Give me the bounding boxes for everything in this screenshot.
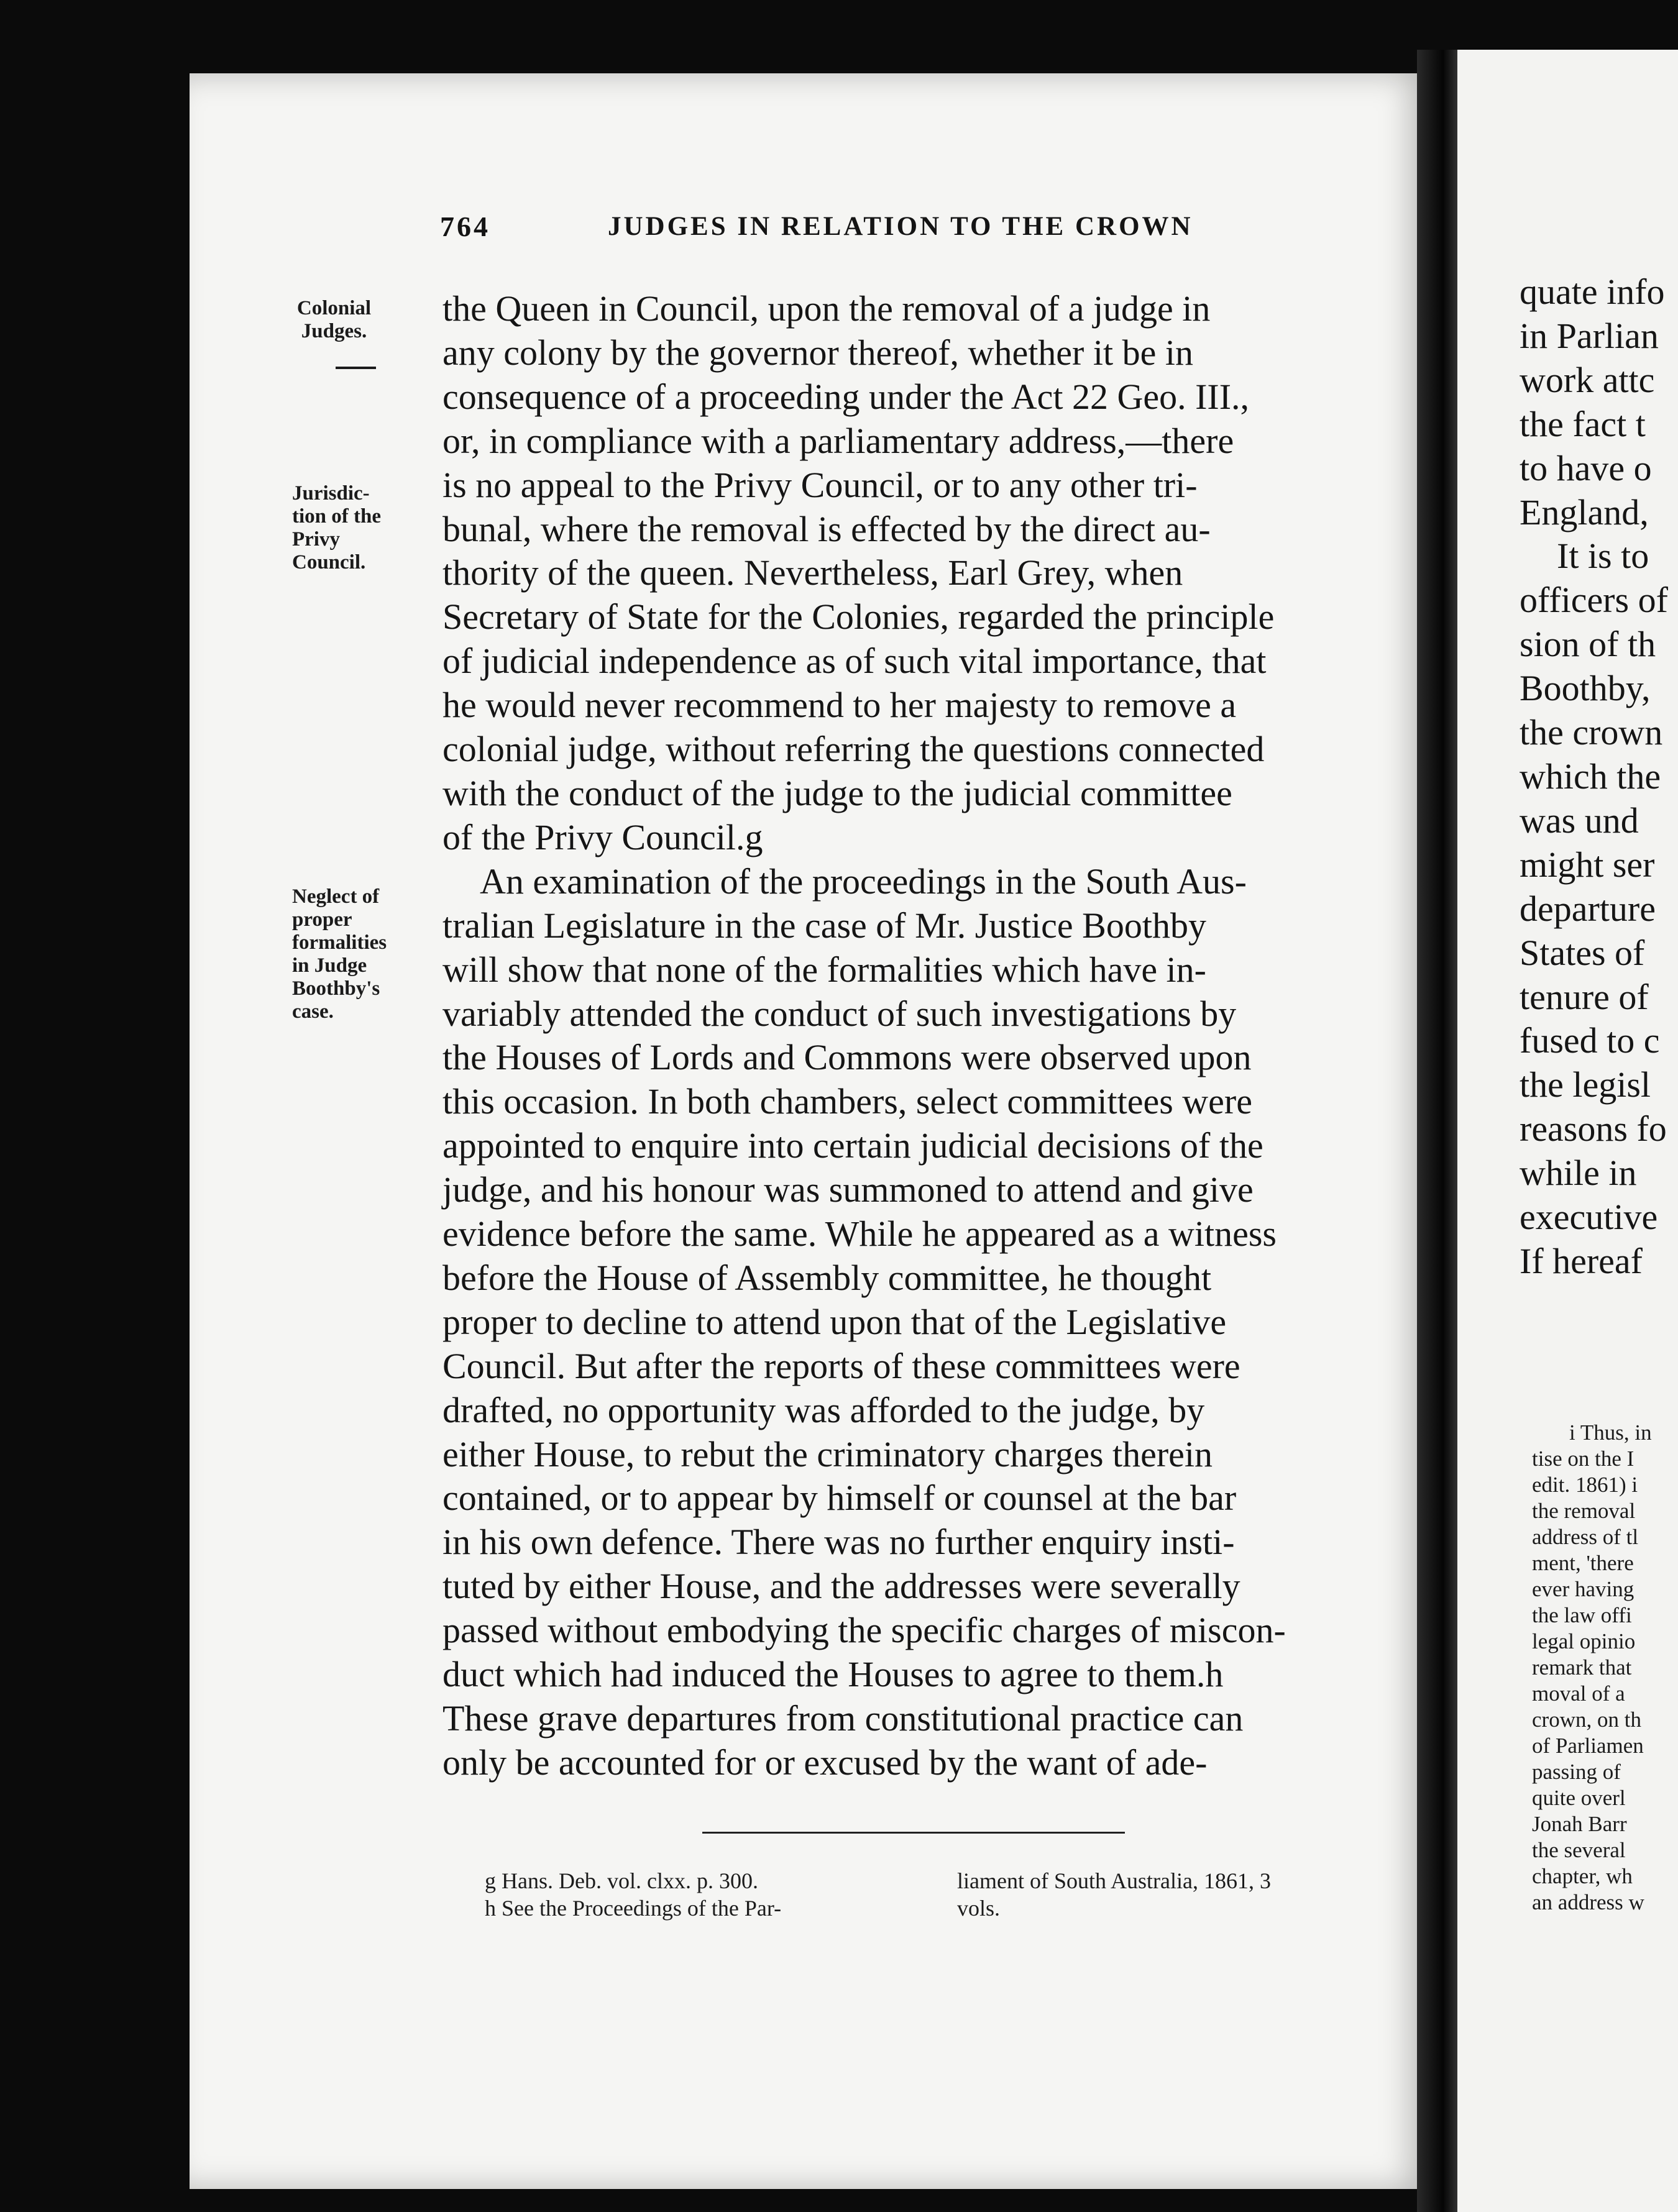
right-page-line: departure [1520,888,1656,929]
right-page-line: If hereaf [1520,1240,1643,1281]
body-line: only be accounted for or excused by the want of ade- [442,1742,1208,1783]
body-line: tuted by either House, and the addresses were severally [442,1566,1240,1607]
body-line: proper to decline to attend upon that of the Legislative [442,1301,1227,1342]
footnotes-left [485,1867,781,1922]
body-line: thority of the queen. Nevertheless, Earl Grey, when [442,552,1183,593]
body-line: he would never recommend to her majesty to remove a [442,685,1237,726]
sidenote-line: Council. [292,551,366,574]
sidenote-line: Privy [292,528,340,551]
sidenote-line: Boothby's [292,977,380,1000]
right-page-line: to have o [1520,447,1652,488]
right-page-line: It is to [1557,536,1649,577]
right-page-line: the fact t [1520,403,1646,444]
body-line: These grave departures from constitutional practice can [442,1698,1244,1739]
right-page-line: tenure of [1520,976,1649,1017]
body-line: of the Privy Council.g [442,816,763,857]
body-line: is no appeal to the Privy Council, or to any other tri- [442,464,1198,505]
right-page-line: might ser [1520,844,1655,885]
body-line: the Queen in Council, upon the removal of a judge in [442,288,1211,329]
right-page-line: Boothby, [1520,668,1651,709]
body-line: appointed to enquire into certain judicial decisions of the [442,1125,1263,1166]
right-page-footnote-line: passing of [1532,1760,1621,1784]
body-line: tralian Legislature in the case of Mr. Justice Boothby [442,905,1206,946]
body-line: evidence before the same. While he appeared as a witness [442,1213,1277,1255]
footnote-continuation: vols. [957,1896,1001,1921]
body-line: will show that none of the formalities which have in- [442,949,1206,990]
sidenote-line: proper [292,908,352,931]
right-page-footnote-line: moval of a [1532,1681,1625,1706]
footnote-rule [702,1832,1125,1834]
body-line: of judicial independence as of such vital importance, that [442,641,1267,682]
body-text [442,287,1387,1785]
sidenote-divider [336,367,376,369]
right-page-footnote-line: chapter, wh [1532,1864,1633,1888]
body-line: before the House of Assembly committee, he thought [442,1257,1212,1298]
right-page-footnote-line: quite overl [1532,1786,1626,1810]
right-page-line: which the [1520,756,1661,797]
body-line: with the conduct of the judge to the judicial committee [442,772,1232,813]
body-line: Council. But after the reports of these committees were [442,1345,1240,1386]
footnote-g: g Hans. Deb. vol. clxx. p. 300. [485,1868,758,1893]
running-title: JUDGES IN RELATION TO THE CROWN [608,212,1193,241]
body-line: An examination of the proceedings in the South Aus- [480,861,1247,902]
right-page-footnote-line: ever having [1532,1577,1634,1601]
right-page-line: States of [1520,932,1645,973]
sidenote-line: Neglect of [292,885,380,908]
sidenote-line: case. [292,1000,334,1023]
book-gutter [1417,50,1460,2212]
footnote-continuation: liament of South Australia, 1861, 3 [957,1868,1271,1893]
sidenote-colonial-judges [292,297,376,343]
right-page-footnote-line: Jonah Barr [1532,1812,1627,1836]
body-line: duct which had induced the Houses to agree to them.h [442,1654,1224,1695]
right-page-footnote-line: of Parliamen [1532,1734,1644,1758]
right-page-footnotes [1532,1420,1678,1916]
body-line: drafted, no opportunity was afforded to the judge, by [442,1389,1205,1430]
sidenote-line: in Judge [292,954,367,977]
body-line: any colony by the governor thereof, whether it be in [442,332,1193,373]
right-page-footnote-line: legal opinio [1532,1629,1636,1653]
sidenote-jurisdiction [292,482,381,574]
right-page-line: fused to c [1520,1020,1660,1061]
sidenote-neglect [292,885,387,1023]
body-line: colonial judge, without referring the questions connected [442,729,1265,770]
body-line: the Houses of Lords and Commons were observed upon [442,1037,1252,1078]
sidenote-line: Jurisdic- [292,482,370,505]
right-page-footnote-line: the several [1532,1838,1626,1862]
right-page-footnote-line: ment, 'there [1532,1551,1634,1575]
right-page-footnote-line: crown, on th [1532,1707,1641,1732]
footnote-h: h See the Proceedings of the Par- [485,1896,782,1921]
right-page-line: in Parlian [1520,315,1659,356]
body-line: either House, to rebut the criminatory charges therein [442,1433,1213,1474]
right-page-line: quate info [1520,272,1665,312]
sidenote-line: formalities [292,931,387,954]
right-page-line: work attc [1520,359,1655,400]
right-page-footnote-line: remark that [1532,1655,1632,1680]
body-line: Secretary of State for the Colonies, regarded the principle [442,596,1275,638]
right-page-footnote-line: the removal [1532,1499,1636,1523]
right-page-footnote-line: address of tl [1532,1525,1639,1549]
right-page-text [1520,270,1678,1284]
body-line: bunal, where the removal is effected by the direct au- [442,508,1211,549]
sidenote-line: Judges. [301,320,367,342]
body-line: or, in compliance with a parliamentary address,—there [442,420,1234,461]
right-page-line: reasons fo [1520,1108,1667,1149]
right-page-footnote-line: edit. 1861) i [1532,1473,1638,1497]
footnotes-right-column [957,1867,1271,1922]
right-page-line: executive [1520,1197,1658,1238]
right-page-line: the legisl [1520,1064,1651,1105]
right-page-line: was und [1520,800,1639,841]
right-page-line: officers of [1520,580,1668,621]
right-page-line: England, [1520,491,1649,532]
right-page-footnote-line: i Thus, in [1569,1420,1652,1445]
right-page-footnote-line: the law offi [1532,1603,1632,1627]
body-line: this occasion. In both chambers, select committees were [442,1081,1252,1122]
right-page-line: sion of th [1520,624,1656,665]
page-number: 764 [440,211,490,242]
body-line: consequence of a proceeding under the Act 22 Geo. III., [442,376,1250,417]
right-page-footnote-line: an address w [1532,1890,1644,1914]
body-line: passed without embodying the specific charges of miscon- [442,1610,1286,1651]
sidenote-line: tion of the [292,505,381,528]
right-page-line: the crown [1520,712,1663,753]
right-page-line: while in [1520,1153,1637,1194]
right-page-footnote-line: tise on the I [1532,1446,1634,1471]
sidenote-line: Colonial [296,297,372,319]
body-line: judge, and his honour was summoned to attend and give [442,1169,1254,1210]
body-line: contained, or to appear by himself or counsel at the bar [442,1478,1237,1519]
body-line: variably attended the conduct of such investigations by [442,993,1237,1034]
body-line: in his own defence. There was no further enquiry insti- [442,1522,1235,1563]
